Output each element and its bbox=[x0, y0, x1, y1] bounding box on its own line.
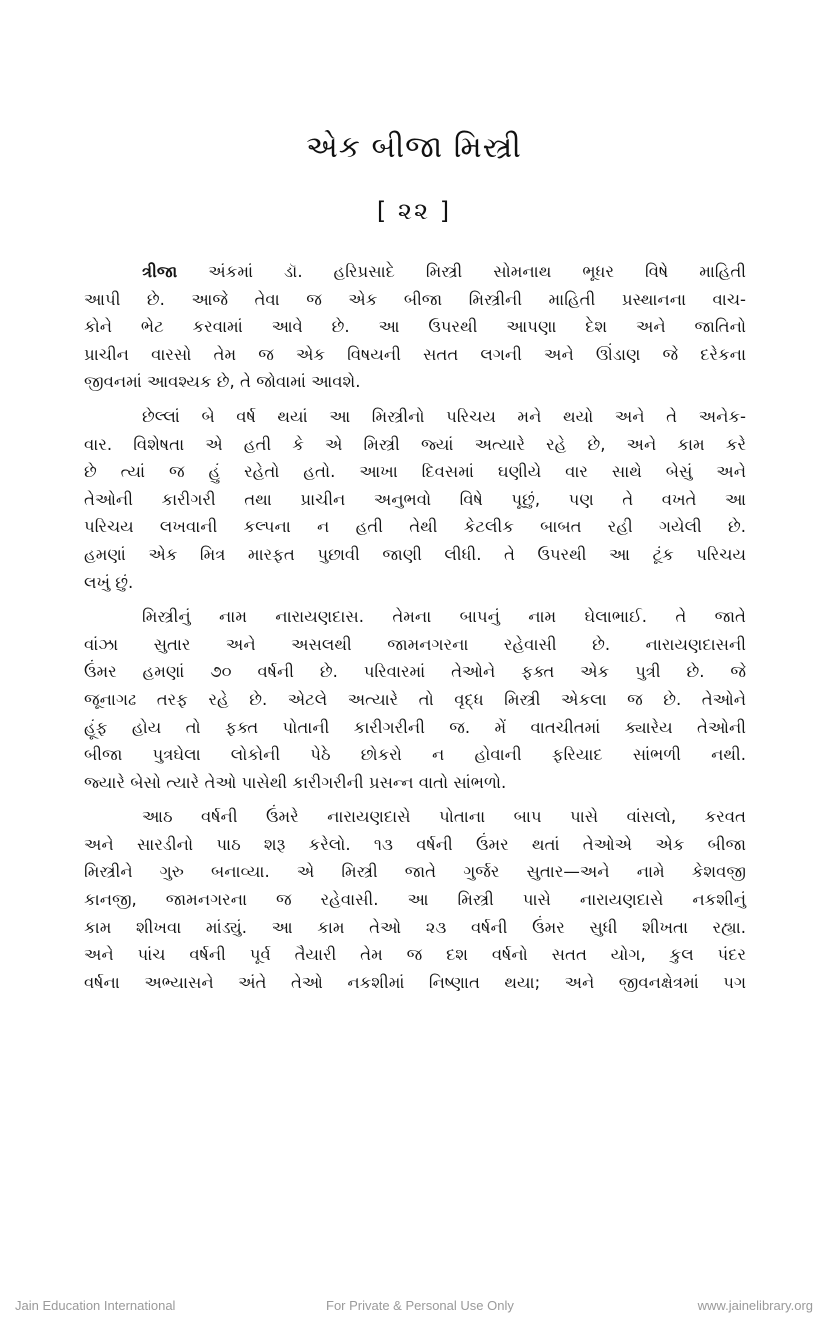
text-line: છેલ્લાં બે વર્ષ થયાં આ મિસ્ત્રીનો પરિચય મને થયો અને તે અનેક- bbox=[142, 406, 746, 426]
text-line: વર્ષના અભ્યાસને અંતે તેઓ નકશીમાં નિષ્ણાત થયા; અને જીવનક્ષેત્રમાં પગ bbox=[84, 972, 746, 992]
text-line: વાંઝા સુતાર અને અસલથી જામનગરના રહેવાસી છે. નારાયણદાસની bbox=[84, 634, 746, 654]
page-footer bbox=[0, 1298, 828, 1318]
text-line: કોને ભેટ કરવામાં આવે છે. આ ઉપરથી આપણા દેશ અને જાતિનો bbox=[84, 317, 746, 337]
text-line: આઠ વર્ષની ઉંમરે નારાયણદાસે પોતાના બાપ પાસે વાંસલો, કરવત bbox=[142, 807, 746, 827]
text-line: હમણાં એક મિત્ર મારફત પુછાવી જાણી લીધી. તે ઉપરથી આ ટૂંક પરિચય bbox=[84, 544, 746, 564]
footer-usage-notice: For Private & Personal Use Only bbox=[326, 1298, 514, 1313]
article-body bbox=[84, 258, 746, 996]
text-line: ત્રીજા અંકમાં ડૉ. હરિપ્રસાદે મિસ્ત્રી સોમનાથ ભૂધર વિષે માહિતી bbox=[142, 262, 746, 281]
lead-word: ત્રીજા bbox=[142, 262, 178, 281]
text-line: મિસ્ત્રીનું નામ નારાયણદાસ. તેમના બાપનું નામ ઘેલાભાઈ. તે જાતે bbox=[142, 607, 746, 627]
footer-website-link[interactable]: www.jainelibrary.org bbox=[697, 1298, 813, 1313]
text-line: કામ શીખવા માંડ્યું. આ કામ તેઓ ૨૩ વર્ષની ઉંમર સુધી શીખતા રહ્યા. bbox=[84, 917, 746, 937]
text-line: મિસ્ત્રીને ગુરુ બનાવ્યા. એ મિસ્ત્રી જાતે ગુર્જર સુતાર—અને નામે કેશવજી bbox=[84, 862, 746, 882]
text-line: વાર. વિશેષતા એ હતી કે એ મિસ્ત્રી જ્યાં અત્યારે રહે છે, અને કામ કરે bbox=[84, 434, 746, 454]
text-line: તેઓની કારીગરી તથા પ્રાચીન અનુભવો વિષે પૂછું, પણ તે વખતે આ bbox=[84, 489, 746, 509]
text-line: જ્યારે બેસો ત્યારે તેઓ પાસેથી કારીગરીની પ્રસન્ન વાતો સાંભળો. bbox=[84, 772, 507, 792]
paragraph-3 bbox=[84, 603, 746, 796]
text-line: અને પાંચ વર્ષની પૂર્વ તૈયારી તેમ જ દશ વર્ષનો સતત યોગ, કુલ પંદર bbox=[84, 945, 746, 965]
text-line: લખું છું. bbox=[84, 572, 134, 592]
text-line: જૂનાગઢ તરફ રહે છે. એટલે અત્યારે તો વૃદ્ધ મિસ્ત્રી એકલા જ છે. તેઓને bbox=[84, 689, 746, 709]
chapter-number: [ ૨૨ ] bbox=[376, 197, 452, 225]
text-line: છે ત્યાં જ હું રહેતો હતો. આખા દિવસમાં ઘણીયે વાર સાથે બેસું અને bbox=[84, 462, 746, 482]
text-line: હૂંફ હોય તો ફક્ત પોતાની કારીગરીની જ. મેં વાતચીતમાં ક્યારેય તેઓની bbox=[84, 717, 746, 737]
page-title: એક બીજા મિસ્ત્રી bbox=[306, 130, 522, 165]
paragraph-4 bbox=[84, 803, 746, 996]
footer-publisher: Jain Education International bbox=[15, 1298, 176, 1313]
text-line: ઉંમર હમણાં ૭૦ વર્ષની છે. પરિવારમાં તેઓને ફક્ત એક પુત્રી છે. જે bbox=[84, 662, 746, 682]
text-line: બીજા પુત્રઘેલા લોકોની પેઠે છોકરો ન હોવાની ફરિયાદ સાંભળી નથી. bbox=[84, 745, 746, 765]
paragraph-2 bbox=[84, 403, 746, 596]
text-line: અને સારડીનો પાઠ શરૂ કરેલો. ૧૩ વર્ષની ઉંમર થતાં તેઓએ એક બીજા bbox=[84, 834, 746, 854]
text-line: કાનજી, જામનગરના જ રહેવાસી. આ મિસ્ત્રી પાસે નારાયણદાસે નકશીનું bbox=[84, 890, 746, 910]
text-line: પ્રાચીન વારસો તેમ જ એક વિષયની સતત લગની અને ઊંડાણ જે દરેકના bbox=[84, 344, 746, 364]
paragraph-1 bbox=[84, 258, 746, 396]
text-line: જીવનમાં આવશ્યક છે, તે જોવામાં આવશે. bbox=[84, 372, 361, 392]
text-line: પરિચય લખવાની કલ્પના ન હતી તેથી કેટલીક બાબત રહી ગયેલી છે. bbox=[84, 517, 746, 537]
text-line: આપી છે. આજે તેવા જ એક બીજા મિસ્ત્રીની માહિતી પ્રસ્થાનના વાચ- bbox=[84, 289, 746, 309]
